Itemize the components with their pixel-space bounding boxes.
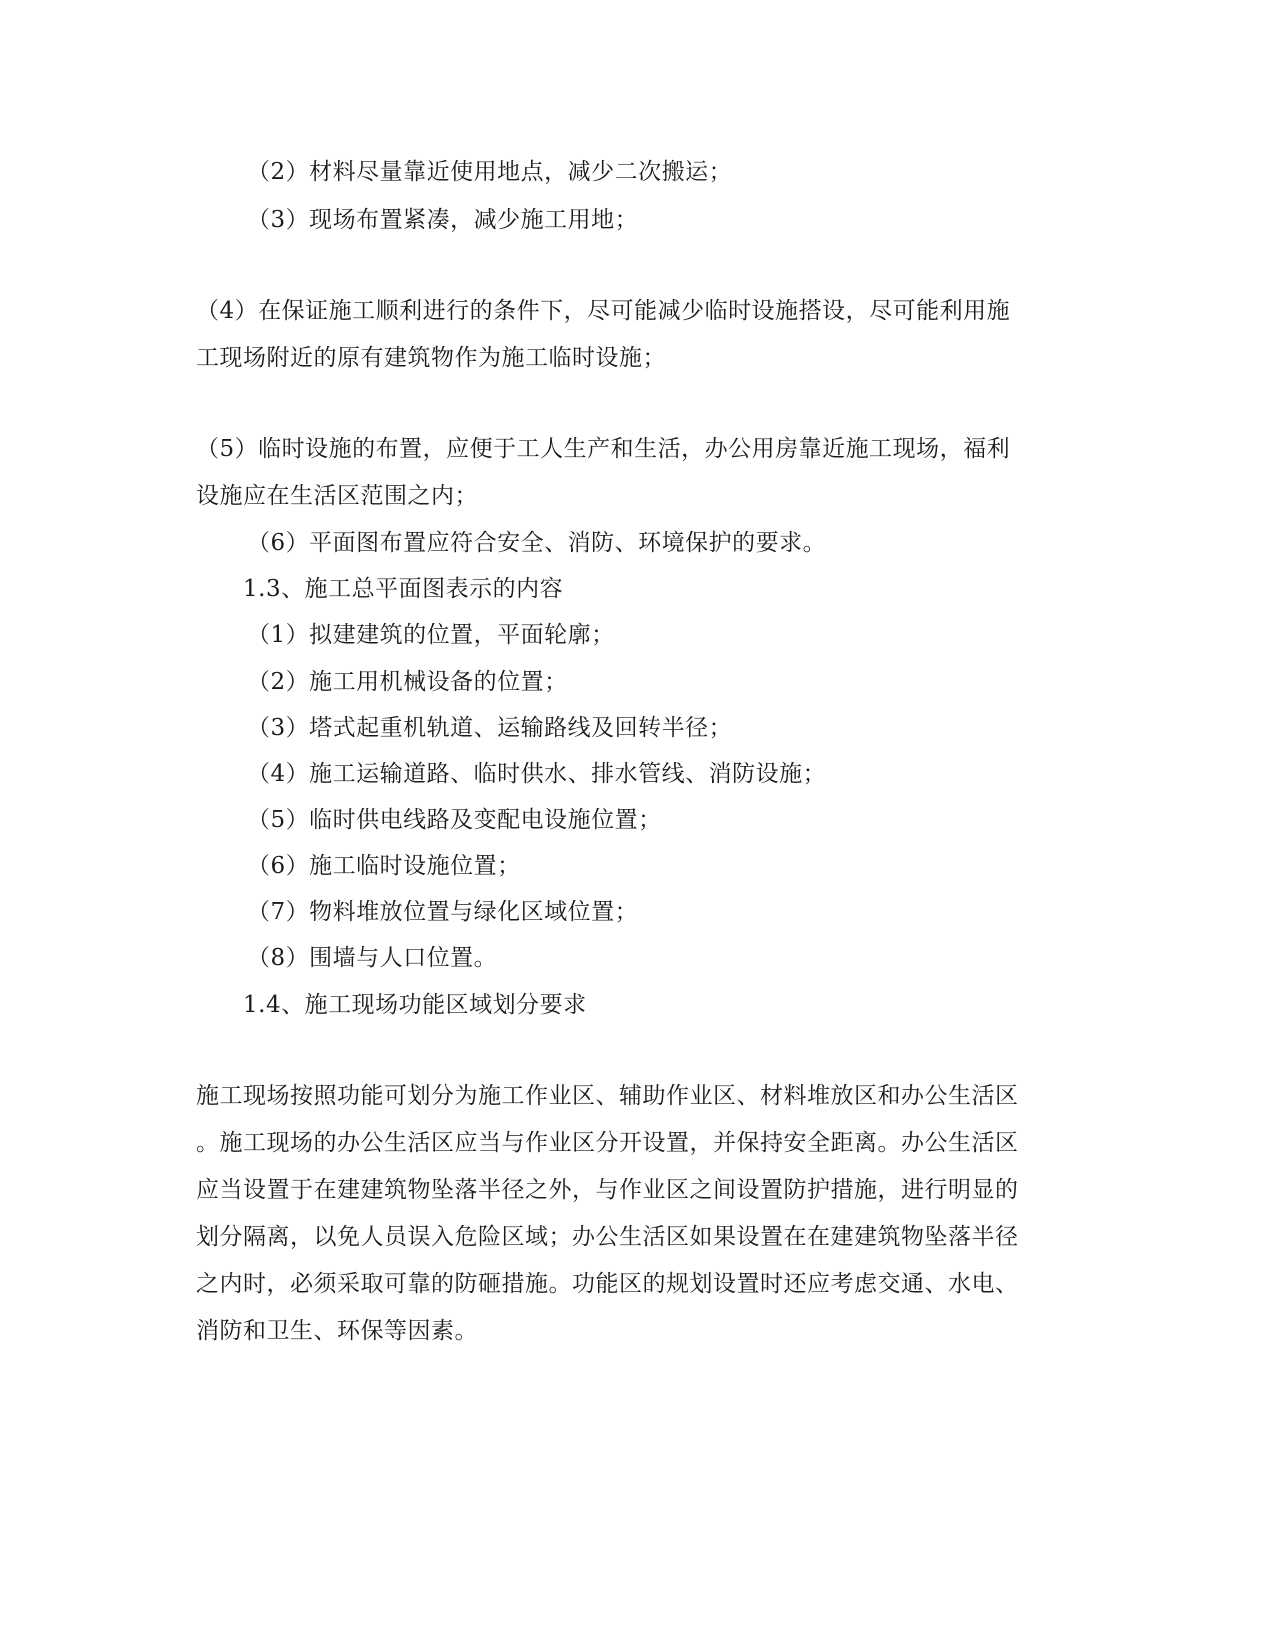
- list-item: （3）现场布置紧凑，减少施工用地；: [247, 207, 639, 233]
- paragraph-line: 工现场附近的原有建筑物作为施工临时设施；: [196, 345, 666, 371]
- list-item: （1）拟建建筑的位置，平面轮廓；: [247, 622, 615, 648]
- paragraph-line: 。施工现场的办公生活区应当与作业区分开设置，并保持安全距离。办公生活区: [196, 1130, 1019, 1156]
- paragraph-line: 设施应在生活区范围之内；: [196, 483, 478, 509]
- list-item: （8）围墙与人口位置。: [247, 945, 498, 971]
- list-item: （6）平面图布置应符合安全、消防、环境保护的要求。: [247, 530, 827, 556]
- section-heading: 1.4、施工现场功能区域划分要求: [243, 992, 587, 1018]
- paragraph-line: 之内时，必须采取可靠的防砸措施。功能区的规划设置时还应考虑交通、水电、: [196, 1271, 1019, 1297]
- paragraph-line: 划分隔离，以免人员误入危险区域；办公生活区如果设置在在建建筑物坠落半径: [196, 1224, 1019, 1250]
- paragraph-line: 消防和卫生、环保等因素。: [196, 1318, 478, 1344]
- list-item: （7）物料堆放位置与绿化区域位置；: [247, 899, 639, 925]
- list-item: （2）施工用机械设备的位置；: [247, 669, 568, 695]
- list-item: （5）临时供电线路及变配电设施位置；: [247, 807, 662, 833]
- paragraph-line: （4）在保证施工顺利进行的条件下，尽可能减少临时设施搭设，尽可能利用施: [196, 298, 1011, 324]
- section-heading: 1.3、施工总平面图表示的内容: [243, 576, 564, 602]
- list-item: （6）施工临时设施位置；: [247, 853, 521, 879]
- paragraph-line: （5）临时设施的布置，应便于工人生产和生活，办公用房靠近施工现场，福利: [196, 436, 1011, 462]
- list-item: （4）施工运输道路、临时供水、排水管线、消防设施；: [247, 761, 827, 787]
- list-item: （2）材料尽量靠近使用地点，减少二次搬运；: [247, 159, 733, 185]
- paragraph-line: 施工现场按照功能可划分为施工作业区、辅助作业区、材料堆放区和办公生活区: [196, 1083, 1019, 1109]
- list-item: （3）塔式起重机轨道、运输路线及回转半径；: [247, 715, 733, 741]
- paragraph-line: 应当设置于在建建筑物坠落半径之外，与作业区之间设置防护措施，进行明显的: [196, 1177, 1019, 1203]
